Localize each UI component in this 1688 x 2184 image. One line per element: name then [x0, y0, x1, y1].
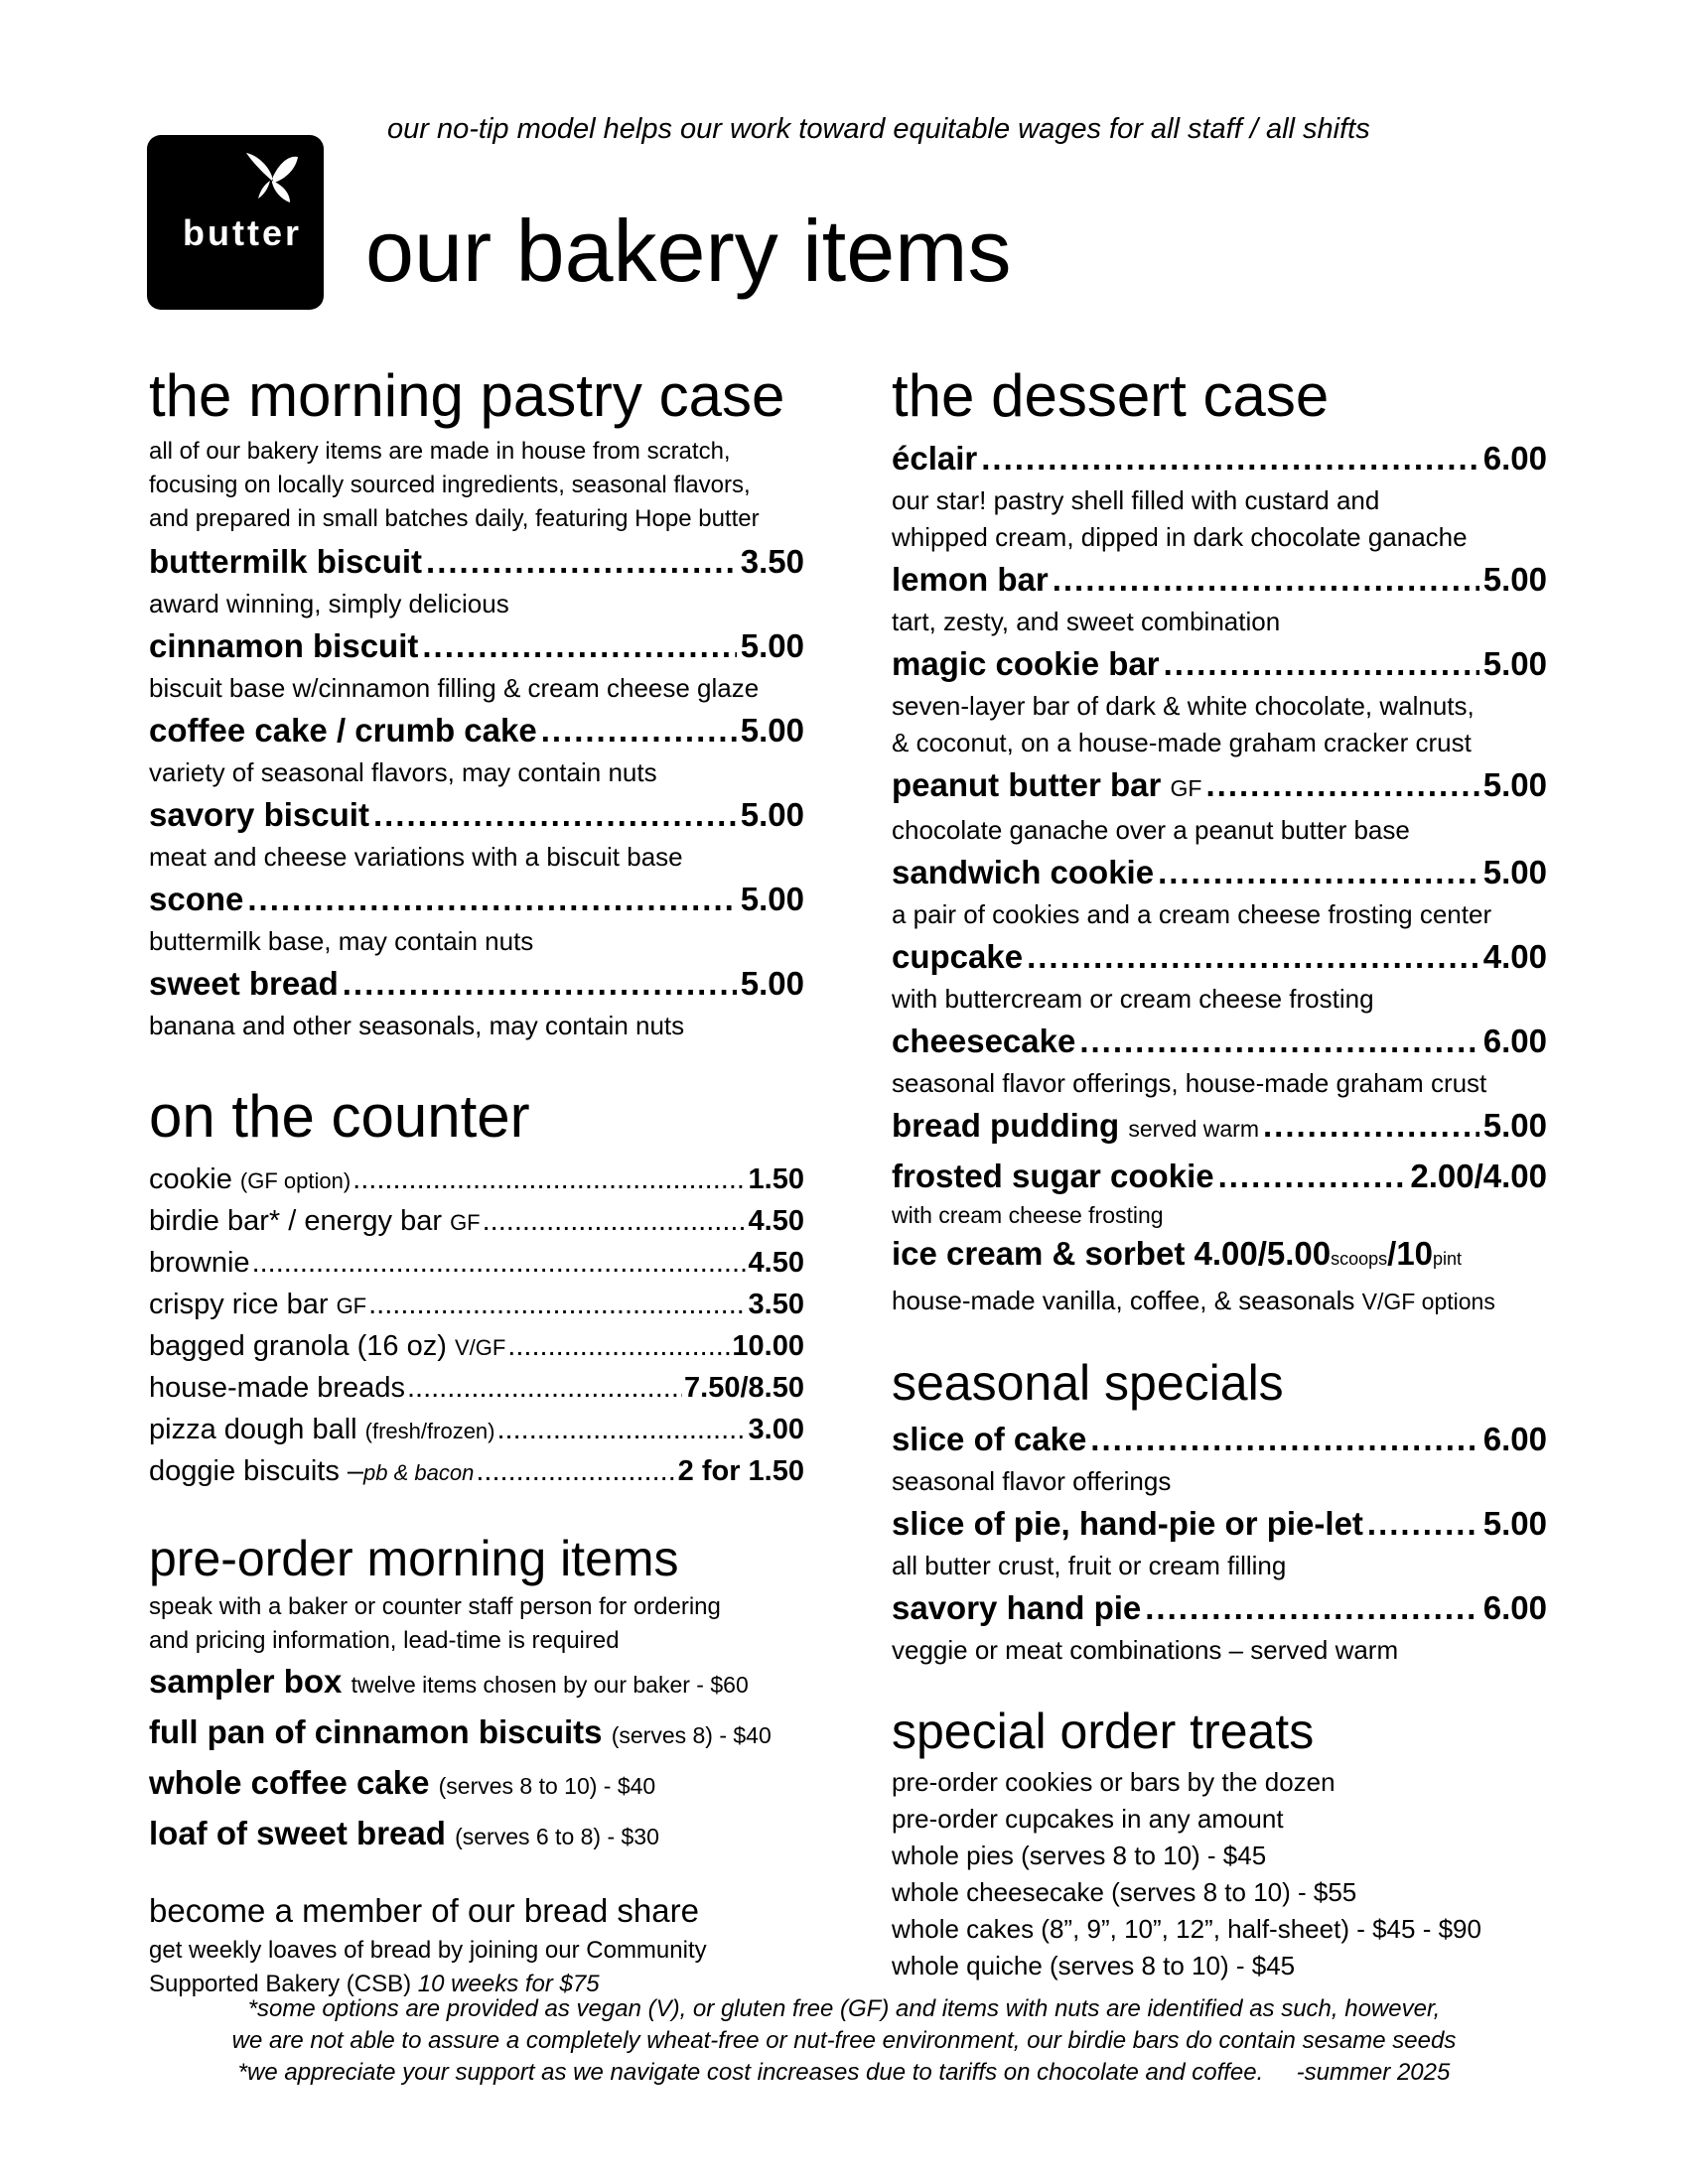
leader-dots [1158, 849, 1479, 896]
item-name: savory hand pie [892, 1589, 1142, 1626]
special-heading: special order treats [892, 1704, 1315, 1759]
item-desc: chocolate ganache over a peanut butter base [892, 815, 1410, 845]
item-note: served warm [1128, 1116, 1259, 1142]
item-desc: award winning, simply delicious [149, 589, 509, 618]
item-price: 5.00 [1482, 1505, 1547, 1542]
item-name: whole coffee cake [149, 1764, 430, 1801]
item-name: doggie biscuits – [149, 1455, 364, 1487]
item-desc: meat and cheese variations with a biscuit base [149, 842, 683, 872]
item-desc: tart, zesty, and sweet combination [892, 607, 1281, 636]
item-name: sweet bread [149, 965, 339, 1002]
item-desc: variety of seasonal flavors, may contain nuts [149, 757, 657, 787]
leader-dots [1145, 1584, 1479, 1632]
counter-heading: on the counter [149, 1083, 530, 1150]
preorder-item [149, 1658, 804, 1708]
item-note: GF [450, 1210, 481, 1235]
item-price: 5.00 [1482, 854, 1547, 890]
leader-dots [426, 538, 737, 586]
intro-line: speak with a baker or counter staff person for ordering [149, 1593, 721, 1620]
special-line: pre-order cupcakes in any amount [892, 1804, 1284, 1834]
menu-item [149, 960, 804, 1044]
item-price: 4.50 [748, 1205, 804, 1237]
logo-wordmark: butter [183, 212, 302, 253]
item-desc: seasonal flavor offerings, house-made graham crust [892, 1068, 1487, 1098]
item-note: GF [336, 1294, 367, 1318]
leader-dots [1263, 1102, 1479, 1150]
leader-dots [507, 1326, 730, 1367]
morning-heading: the morning pastry case [149, 362, 785, 429]
special-line: whole quiche (serves 8 to 10) - $45 [892, 1951, 1296, 1980]
footnote-text: *we appreciate your support as we navigate cost increases due to tariffs on chocolate and coffee. [237, 2059, 1264, 2086]
item-name: éclair [892, 440, 978, 477]
item-name: pizza dough ball [149, 1414, 357, 1445]
menu-item [892, 435, 1547, 556]
menu-item-icecream [892, 1230, 1547, 1320]
item-desc: banana and other seasonals, may contain nuts [149, 1011, 685, 1040]
footnote-line: we are not able to assure a completely wheat-free or nut-free environment, our birdie bars do contain sesame seeds [231, 2027, 1457, 2054]
leader-dots [1079, 1018, 1478, 1065]
menu-item [892, 1102, 1547, 1153]
intro-line: and prepared in small batches daily, featuring Hope butter [149, 505, 760, 532]
item-name: peanut butter bar [892, 766, 1162, 803]
item-name: sandwich cookie [892, 854, 1155, 890]
menu-item [892, 556, 1547, 640]
item-name: slice of cake [892, 1421, 1087, 1457]
leader-dots [252, 1243, 747, 1284]
item-name: coffee cake / crumb cake [149, 712, 537, 749]
counter-item [149, 1326, 804, 1368]
item-name: frosted sugar cookie [892, 1158, 1214, 1194]
dessert-heading: the dessert case [892, 362, 1330, 429]
item-name: loaf of sweet bread [149, 1815, 446, 1851]
left-column [149, 357, 804, 2001]
special-line: whole cheesecake (serves 8 to 10) - $55 [892, 1877, 1357, 1907]
item-price: 4.50 [748, 1247, 804, 1279]
butter-logo [147, 135, 324, 310]
item-name: cinnamon biscuit [149, 627, 419, 664]
menu-item [149, 707, 804, 791]
leader-dots [352, 1160, 746, 1200]
preorder-item [149, 1810, 804, 1860]
item-name: sampler box [149, 1663, 343, 1700]
item-name: savory biscuit [149, 796, 369, 833]
item-name: brownie [149, 1247, 250, 1279]
preorder-item [149, 1708, 804, 1759]
item-name: bread pudding [892, 1107, 1120, 1144]
item-price: 5.00 [740, 881, 804, 917]
preorder-heading: pre-order morning items [149, 1531, 679, 1586]
leader-dots [541, 707, 737, 754]
special-line: pre-order cookies or bars by the dozen [892, 1767, 1336, 1797]
item-name: crispy rice bar [149, 1289, 329, 1320]
item-price: 1.50 [748, 1163, 804, 1195]
special-line: whole cakes (8”, 9”, 10”, 12”, half-sheet) - $45 - $90 [892, 1914, 1481, 1944]
special-line: whole pies (serves 8 to 10) - $45 [892, 1841, 1267, 1870]
leader-dots [407, 1368, 682, 1409]
right-column [892, 357, 1547, 1984]
item-unit: scoops [1331, 1249, 1388, 1269]
item-price: 5.00 [740, 965, 804, 1002]
counter-item [149, 1410, 804, 1451]
preorder-item [149, 1759, 804, 1810]
menu-item [892, 1584, 1547, 1669]
item-name: bagged granola (16 oz) [149, 1330, 447, 1362]
leader-dots [483, 1201, 747, 1242]
item-price: /10 [1387, 1235, 1434, 1272]
menu-item [149, 538, 804, 622]
intro-line: focusing on locally sourced ingredients, seasonal flavors, [149, 472, 751, 498]
breadshare-offer: 10 weeks for $75 [417, 1971, 600, 1997]
menu-item [892, 933, 1547, 1018]
menu-item [892, 849, 1547, 933]
item-price: 2 for 1.50 [677, 1455, 804, 1487]
item-detail: (serves 6 to 8) - $30 [455, 1824, 659, 1849]
breadshare-text: Supported Bakery (CSB) [149, 1971, 412, 1997]
item-price: 5.00 [740, 712, 804, 749]
item-name: magic cookie bar [892, 645, 1160, 682]
leader-dots [343, 960, 737, 1008]
item-note: pb & bacon [363, 1460, 475, 1485]
item-name: ice cream & sorbet 4.00/5.00 [892, 1235, 1332, 1272]
item-desc: & coconut, on a house-made graham cracker crust [892, 728, 1472, 757]
breadshare-heading: become a member of our bread share [149, 1892, 699, 1929]
item-price: 6.00 [1482, 1023, 1547, 1059]
leader-dots [1218, 1153, 1407, 1200]
counter-item [149, 1160, 804, 1201]
breadshare-line: get weekly loaves of bread by joining our Community [149, 1937, 707, 1964]
item-desc: seven-layer bar of dark & white chocolate, walnuts, [892, 691, 1475, 721]
intro-line: all of our bakery items are made in house from scratch, [149, 438, 731, 465]
item-detail: (serves 8 to 10) - $40 [438, 1773, 656, 1799]
leader-dots [497, 1410, 747, 1450]
item-price: 10.00 [732, 1330, 804, 1362]
item-desc: seasonal flavor offerings [892, 1466, 1172, 1496]
leader-dots [1367, 1500, 1479, 1548]
seasonal-heading: seasonal specials [892, 1355, 1284, 1411]
breadshare-desc [149, 1934, 804, 2001]
item-price: 6.00 [1482, 1421, 1547, 1457]
item-name: birdie bar* / energy bar [149, 1205, 442, 1237]
leader-dots [981, 435, 1479, 482]
menu-item [892, 761, 1547, 849]
leader-dots [373, 791, 737, 839]
leader-dots [1090, 1416, 1478, 1463]
item-name: cookie [149, 1163, 232, 1195]
leader-dots [1164, 640, 1479, 688]
leader-dots [422, 622, 736, 670]
tagline: our no-tip model helps our work toward equitable wages for all staff / all shifts [387, 113, 1370, 145]
item-name: lemon bar [892, 561, 1049, 598]
counter-item [149, 1285, 804, 1326]
item-name: scone [149, 881, 244, 917]
item-desc: with buttercream or cream cheese frosting [892, 984, 1374, 1014]
menu-item [892, 1153, 1547, 1230]
item-name: house-made breads [149, 1372, 405, 1404]
item-desc: a pair of cookies and a cream cheese frosting center [892, 899, 1492, 929]
leader-dots [476, 1451, 675, 1492]
item-price: 3.50 [740, 543, 804, 580]
item-price: 5.00 [1482, 645, 1547, 682]
counter-item [149, 1368, 804, 1410]
item-desc: with cream cheese frosting [892, 1202, 1164, 1228]
counter-item [149, 1201, 804, 1243]
item-unit: pint [1433, 1249, 1463, 1269]
item-detail: (serves 8) - $40 [611, 1722, 772, 1748]
counter-item [149, 1243, 804, 1285]
item-desc: house-made vanilla, coffee, & seasonals [892, 1286, 1355, 1315]
item-price: 4.00 [1482, 938, 1547, 975]
item-desc: our star! pastry shell filled with custard and [892, 485, 1380, 515]
item-detail: twelve items chosen by our baker - $60 [351, 1672, 749, 1698]
item-price: 3.50 [748, 1289, 804, 1320]
footnote-line [0, 2057, 1688, 2089]
counter-item [149, 1451, 804, 1493]
item-note: V/GF [454, 1335, 506, 1360]
item-note: V/GF options [1361, 1289, 1495, 1314]
menu-item [892, 640, 1547, 761]
menu-item [892, 1500, 1547, 1584]
item-name: buttermilk biscuit [149, 543, 423, 580]
menu-item [892, 1018, 1547, 1102]
item-desc: veggie or meat combinations – served warm [892, 1635, 1399, 1665]
morning-intro [149, 435, 804, 536]
item-price: 6.00 [1482, 1589, 1547, 1626]
leader-dots [1027, 933, 1479, 981]
menu-item [149, 876, 804, 960]
item-price: 3.00 [748, 1414, 804, 1445]
item-note: (fresh/frozen) [364, 1419, 495, 1443]
menu-item [149, 622, 804, 707]
leader-dots [1205, 761, 1478, 809]
page-title: our bakery items [365, 202, 1012, 300]
item-price: 5.00 [1482, 561, 1547, 598]
item-price: 5.00 [1482, 766, 1547, 803]
item-price: 5.00 [740, 627, 804, 664]
intro-line: and pricing information, lead-time is required [149, 1627, 620, 1654]
item-name: cupcake [892, 938, 1024, 975]
item-desc: buttermilk base, may contain nuts [149, 926, 534, 956]
preorder-intro [149, 1590, 804, 1658]
leader-dots [247, 876, 736, 923]
item-desc: biscuit base w/cinnamon filling & cream cheese glaze [149, 673, 760, 703]
butterfly-icon [242, 151, 300, 205]
item-name: cheesecake [892, 1023, 1076, 1059]
item-name: slice of pie, hand-pie or pie-let [892, 1505, 1363, 1542]
footnote-date: -summer 2025 [1296, 2059, 1451, 2086]
menu-item [149, 791, 804, 876]
item-desc: all butter crust, fruit or cream filling [892, 1551, 1287, 1580]
item-price: 2.00/4.00 [1410, 1158, 1547, 1194]
item-note: (GF option) [239, 1168, 352, 1193]
leader-dots [368, 1285, 746, 1325]
item-note: GF [1170, 775, 1202, 801]
item-price: 5.00 [740, 796, 804, 833]
item-name: full pan of cinnamon biscuits [149, 1713, 603, 1750]
footnote-line: *some options are provided as vegan (V), or gluten free (GF) and items with nuts are identified as such, however, [247, 1995, 1441, 2022]
item-price: 7.50/8.50 [684, 1372, 804, 1404]
item-desc: whipped cream, dipped in dark chocolate ganache [892, 522, 1468, 552]
leader-dots [1053, 556, 1479, 604]
menu-item [892, 1416, 1547, 1500]
item-price: 5.00 [1482, 1107, 1547, 1144]
item-price: 6.00 [1482, 440, 1547, 477]
